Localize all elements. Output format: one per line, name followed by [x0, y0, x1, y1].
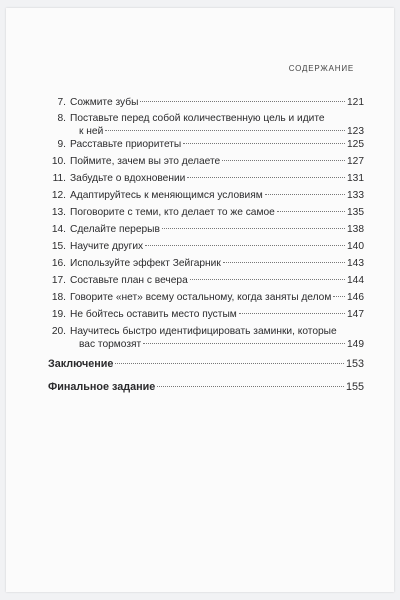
toc-entry-title: Составьте план с вечера — [70, 275, 188, 286]
toc-entry-page: 138 — [347, 224, 364, 235]
toc-entry-page: 146 — [347, 292, 364, 303]
toc-entry-page: 133 — [347, 190, 364, 201]
toc-entry-title: Не бойтесь оставить место пустым — [70, 309, 237, 320]
toc-entry-16 — [48, 257, 364, 270]
toc-entry-12 — [48, 189, 364, 202]
toc-entry-page: 121 — [347, 97, 364, 108]
toc-entry-number: 17. — [51, 275, 66, 286]
toc-entry-number: 20. — [51, 326, 66, 337]
toc-entry-number: 13. — [51, 207, 66, 218]
toc-section-conclusion — [48, 358, 364, 371]
book-page — [6, 8, 394, 592]
toc-entry-18 — [48, 291, 364, 304]
toc-entry-page: 144 — [347, 275, 364, 286]
toc-entry-page: 147 — [347, 309, 364, 320]
toc-section-final-task — [48, 381, 364, 394]
toc-entry-title-continued: вас тормозят — [79, 339, 142, 350]
toc-entry-19 — [48, 308, 364, 321]
toc-entry-title: Сделайте перерыв — [70, 224, 160, 235]
toc-entry-20 — [48, 325, 364, 351]
toc-entry-number: 14. — [51, 224, 66, 235]
dot-leader — [162, 228, 345, 229]
toc-section-title: Финальное задание — [48, 381, 156, 393]
toc-entry-13 — [48, 206, 364, 219]
toc-entry-14 — [48, 223, 364, 236]
dot-leader — [222, 160, 345, 161]
dot-leader — [157, 386, 344, 387]
toc-entry-number: 15. — [51, 241, 66, 252]
toc-entry-number: 9. — [57, 139, 66, 150]
dot-leader — [223, 262, 345, 263]
toc-entry-page: 123 — [347, 126, 364, 137]
toc-entry-page: 149 — [347, 339, 364, 350]
toc-entry-page: 127 — [347, 156, 364, 167]
toc-entry-title: Научите других — [70, 241, 144, 252]
toc-entry-title-continued: к ней — [79, 126, 104, 137]
toc-entry-number: 16. — [51, 258, 66, 269]
dot-leader — [277, 211, 345, 212]
toc-section-title: Заключение — [48, 358, 114, 370]
toc-entry-9 — [48, 138, 364, 151]
toc-entry-8 — [48, 112, 364, 138]
toc-entry-number: 11. — [52, 173, 66, 184]
toc-entry-number: 18. — [51, 292, 66, 303]
dot-leader — [187, 177, 345, 178]
toc-entry-title: Поставьте перед собой количественную цель и идите — [70, 113, 325, 124]
toc-entry-15 — [48, 240, 364, 253]
dot-leader — [143, 343, 345, 344]
dot-leader — [333, 296, 345, 297]
dot-leader — [145, 245, 345, 246]
toc-entry-title: Используйте эффект Зейгарник — [70, 258, 221, 269]
dot-leader — [115, 363, 344, 364]
running-header: СОДЕРЖАНИЕ — [288, 64, 354, 73]
toc-entry-page: 140 — [347, 241, 364, 252]
toc-entry-title: Говорите «нет» всему остальному, когда заняты делом — [70, 292, 332, 303]
toc-entry-title: Адаптируйтесь к меняющимся условиям — [70, 190, 263, 201]
dot-leader — [140, 101, 345, 102]
toc-entry-title: Поговорите с теми, кто делает то же самое — [70, 207, 275, 218]
dot-leader — [105, 130, 345, 131]
toc-entry-title: Научитесь быстро идентифицировать заминки, которые — [70, 326, 337, 337]
toc-entry-number: 10. — [51, 156, 66, 167]
toc-entry-title: Забудьте о вдохновении — [70, 173, 186, 184]
toc-entry-page: 125 — [347, 139, 364, 150]
toc-entry-title: Сожмите зубы — [70, 97, 139, 108]
toc-entry-title: Расставьте приоритеты — [70, 139, 182, 150]
toc-entry-page: 143 — [347, 258, 364, 269]
toc-entry-10 — [48, 155, 364, 168]
toc-entry-number: 8. — [57, 113, 66, 124]
toc-entry-title: Поймите, зачем вы это делаете — [70, 156, 221, 167]
toc-section-page: 153 — [345, 358, 364, 370]
toc-entry-number: 12. — [51, 190, 66, 201]
toc-entry-11 — [48, 172, 364, 185]
toc-section-page: 155 — [345, 381, 364, 393]
dot-leader — [190, 279, 345, 280]
toc-entry-page: 131 — [347, 173, 364, 184]
toc-entry-number: 19. — [51, 309, 66, 320]
dot-leader — [265, 194, 345, 195]
dot-leader — [239, 313, 345, 314]
dot-leader — [183, 143, 345, 144]
toc-entry-7 — [48, 96, 364, 109]
toc-entry-17 — [48, 274, 364, 287]
toc-entry-number: 7. — [57, 97, 66, 108]
toc-entry-page: 135 — [347, 207, 364, 218]
